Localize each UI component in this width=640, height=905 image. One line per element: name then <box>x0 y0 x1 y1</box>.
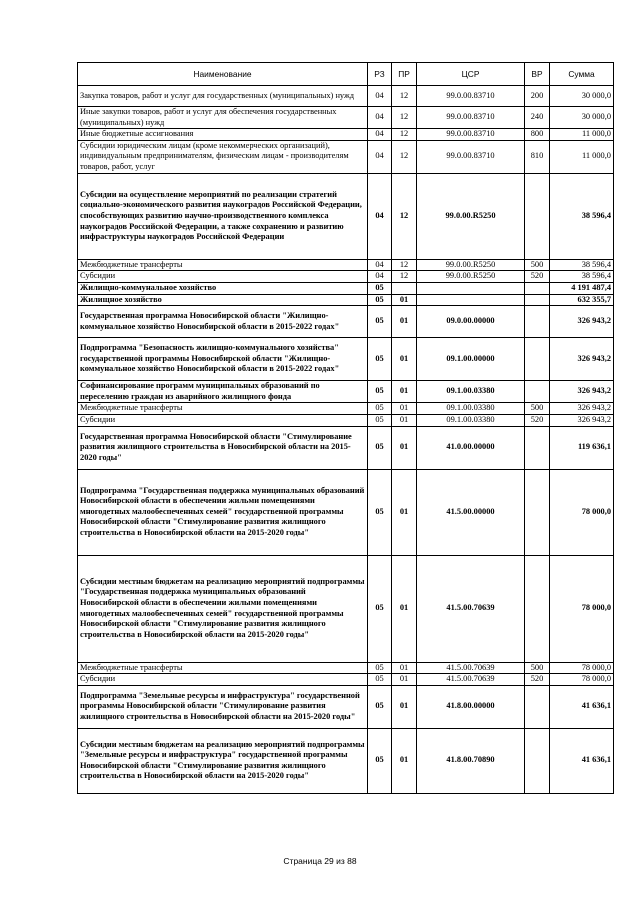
cell-pr: 01 <box>392 555 417 662</box>
table-row <box>78 259 614 271</box>
cell-pr: 12 <box>392 173 417 259</box>
cell-rz: 04 <box>368 107 392 129</box>
table-row <box>78 381 614 403</box>
cell-name: Иные закупки товаров, работ и услуг для обеспечения государственных (муниципальных) нужд <box>78 107 368 129</box>
cell-rz: 05 <box>368 414 392 426</box>
table-row <box>78 674 614 686</box>
cell-vr <box>525 728 550 793</box>
budget-table <box>77 62 614 794</box>
table-body <box>78 86 614 794</box>
cell-sum: 41 636,1 <box>550 728 614 793</box>
cell-name: Межбюджетные трансферты <box>78 662 368 674</box>
cell-sum: 38 596,4 <box>550 173 614 259</box>
header-name: Наименование <box>78 63 368 86</box>
cell-name: Софинансирование программ муниципальных образований по переселению граждан из аварийного жилищного фонда <box>78 381 368 403</box>
cell-sum: 41 636,1 <box>550 685 614 728</box>
cell-pr: 01 <box>392 338 417 381</box>
cell-sum: 119 636,1 <box>550 426 614 469</box>
cell-name: Государственная программа Новосибирской области "Стимулирование развития жилищного строительства в Новосибирской области на 2015-2020 годы" <box>78 426 368 469</box>
cell-rz: 05 <box>368 555 392 662</box>
cell-sum: 326 943,2 <box>550 306 614 338</box>
cell-csr: 99.0.00.R5250 <box>417 173 525 259</box>
table-row <box>78 86 614 107</box>
cell-sum: 30 000,0 <box>550 107 614 129</box>
cell-csr: 41.8.00.00000 <box>417 685 525 728</box>
cell-pr: 01 <box>392 306 417 338</box>
table-row <box>78 140 614 173</box>
cell-pr: 12 <box>392 86 417 107</box>
cell-pr: 01 <box>392 728 417 793</box>
cell-sum: 4 191 487,4 <box>550 282 614 294</box>
cell-csr: 99.0.00.83710 <box>417 86 525 107</box>
cell-sum: 11 000,0 <box>550 140 614 173</box>
cell-vr: 500 <box>525 662 550 674</box>
cell-rz: 05 <box>368 426 392 469</box>
cell-pr: 01 <box>392 403 417 415</box>
cell-vr: 520 <box>525 271 550 283</box>
cell-rz: 04 <box>368 271 392 283</box>
cell-csr: 99.0.00.83710 <box>417 129 525 141</box>
cell-rz: 05 <box>368 381 392 403</box>
table-row <box>78 271 614 283</box>
cell-name: Субсидии юридическим лицам (кроме некоммерческих организаций), индивидуальным предпринимателям, физическим лицам - производителям товаров, работ, услуг <box>78 140 368 173</box>
cell-name: Субсидии <box>78 271 368 283</box>
cell-vr <box>525 426 550 469</box>
table-row <box>78 294 614 306</box>
cell-csr <box>417 294 525 306</box>
cell-pr: 01 <box>392 674 417 686</box>
header-vr: ВР <box>525 63 550 86</box>
cell-sum: 38 596,4 <box>550 271 614 283</box>
cell-pr: 01 <box>392 426 417 469</box>
table-header-row <box>78 63 614 86</box>
cell-sum: 38 596,4 <box>550 259 614 271</box>
cell-vr: 500 <box>525 259 550 271</box>
table-row <box>78 173 614 259</box>
cell-csr: 09.0.00.00000 <box>417 306 525 338</box>
cell-sum: 326 943,2 <box>550 338 614 381</box>
cell-csr: 41.5.00.70639 <box>417 674 525 686</box>
cell-name: Межбюджетные трансферты <box>78 403 368 415</box>
cell-name: Субсидии <box>78 674 368 686</box>
cell-vr <box>525 381 550 403</box>
cell-sum: 326 943,2 <box>550 414 614 426</box>
cell-vr: 520 <box>525 414 550 426</box>
cell-rz: 05 <box>368 306 392 338</box>
cell-pr: 01 <box>392 662 417 674</box>
cell-pr: 01 <box>392 685 417 728</box>
cell-name: Подпрограмма "Земельные ресурсы и инфраструктура" государственной программы Новосибирской области "Стимулирование развития жилищного строительства в Новосибирской области на 2015-2020 годы" <box>78 685 368 728</box>
cell-csr: 41.8.00.70890 <box>417 728 525 793</box>
table-row <box>78 107 614 129</box>
table-row <box>78 555 614 662</box>
cell-rz: 04 <box>368 86 392 107</box>
cell-sum: 326 943,2 <box>550 403 614 415</box>
cell-pr: 12 <box>392 140 417 173</box>
cell-sum: 30 000,0 <box>550 86 614 107</box>
cell-vr <box>525 173 550 259</box>
cell-vr: 520 <box>525 674 550 686</box>
cell-pr: 12 <box>392 259 417 271</box>
cell-pr: 01 <box>392 469 417 555</box>
cell-rz: 04 <box>368 140 392 173</box>
cell-vr: 200 <box>525 86 550 107</box>
table-row <box>78 426 614 469</box>
table-row <box>78 306 614 338</box>
cell-vr: 500 <box>525 403 550 415</box>
cell-vr <box>525 306 550 338</box>
cell-name: Иные бюджетные ассигнования <box>78 129 368 141</box>
cell-csr: 09.1.00.03380 <box>417 403 525 415</box>
cell-pr: 12 <box>392 107 417 129</box>
cell-sum: 78 000,0 <box>550 662 614 674</box>
cell-csr <box>417 282 525 294</box>
cell-name: Субсидии местным бюджетам на реализацию мероприятий подпрограммы "Земельные ресурсы и инфраструктура" государственной программы Новосибирской области "Стимулирование развития жилищного строительства в Новосибирской области на 2015-2020 годы" <box>78 728 368 793</box>
cell-csr: 09.1.00.00000 <box>417 338 525 381</box>
table-row <box>78 338 614 381</box>
cell-name: Подпрограмма "Безопасность жилищно-коммунального хозяйства" государственной программы Новосибирской области "Жилищно-коммунальное хозяйство Новосибирской области в 2015-2022 годах" <box>78 338 368 381</box>
cell-csr: 41.5.00.70639 <box>417 662 525 674</box>
cell-pr: 01 <box>392 294 417 306</box>
cell-csr: 99.0.00.R5250 <box>417 259 525 271</box>
cell-vr <box>525 282 550 294</box>
cell-vr <box>525 685 550 728</box>
cell-csr: 99.0.00.83710 <box>417 140 525 173</box>
cell-name: Государственная программа Новосибирской области "Жилищно-коммунальное хозяйство Новосибирской области в 2015-2022 годах" <box>78 306 368 338</box>
cell-sum: 78 000,0 <box>550 674 614 686</box>
cell-name: Жилищно-коммунальное хозяйство <box>78 282 368 294</box>
cell-vr: 800 <box>525 129 550 141</box>
table-row <box>78 282 614 294</box>
cell-rz: 05 <box>368 282 392 294</box>
cell-rz: 05 <box>368 728 392 793</box>
cell-vr <box>525 338 550 381</box>
cell-sum: 326 943,2 <box>550 381 614 403</box>
cell-sum: 78 000,0 <box>550 469 614 555</box>
cell-pr: 12 <box>392 129 417 141</box>
cell-csr: 41.5.00.00000 <box>417 469 525 555</box>
cell-rz: 04 <box>368 259 392 271</box>
table-row <box>78 469 614 555</box>
cell-vr <box>525 294 550 306</box>
header-pr: ПР <box>392 63 417 86</box>
cell-vr: 810 <box>525 140 550 173</box>
cell-name: Субсидии местным бюджетам на реализацию мероприятий подпрограммы "Государственная поддержка муниципальных образований Новосибирской области в обеспечении жилыми помещениями многодетных малообеспеченных семей" государственной программы Новосибирской области "Стимулирование развития жилищного строительства в Новосибирской области на 2015-2020 годы" <box>78 555 368 662</box>
header-rz: РЗ <box>368 63 392 86</box>
cell-rz: 04 <box>368 129 392 141</box>
cell-rz: 05 <box>368 662 392 674</box>
cell-csr: 99.0.00.83710 <box>417 107 525 129</box>
cell-name: Подпрограмма "Государственная поддержка муниципальных образований Новосибирской области в обеспечении жильми помещениями многодетных малообеспеченных семей" государственной программы Новосибирской области "Стимулирование развития жилищного строительства в Новосибирской области на 2015-2020 годы" <box>78 469 368 555</box>
cell-csr: 09.1.00.03380 <box>417 414 525 426</box>
cell-name: Жилищное хозяйство <box>78 294 368 306</box>
table-row <box>78 403 614 415</box>
cell-rz: 05 <box>368 685 392 728</box>
page-footer: Страница 29 из 88 <box>283 856 357 866</box>
cell-pr <box>392 282 417 294</box>
cell-csr: 09.1.00.03380 <box>417 381 525 403</box>
cell-name: Субсидии на осуществление мероприятий по реализации стратегий социально-экономического развития наукоградов Российской Федерации, способствующих развитию научно-производственного комплекса наукоградов Российской Федерации, а также сохранению и развитию инфраструктуры наукоградов Российской Федерации <box>78 173 368 259</box>
cell-rz: 04 <box>368 173 392 259</box>
cell-csr: 41.5.00.70639 <box>417 555 525 662</box>
cell-sum: 11 000,0 <box>550 129 614 141</box>
cell-csr: 99.0.00.R5250 <box>417 271 525 283</box>
cell-name: Закупка товаров, работ и услуг для государственных (муниципальных) нужд <box>78 86 368 107</box>
cell-rz: 05 <box>368 294 392 306</box>
table-row <box>78 685 614 728</box>
table-row <box>78 414 614 426</box>
cell-name: Субсидии <box>78 414 368 426</box>
cell-rz: 05 <box>368 338 392 381</box>
cell-vr <box>525 555 550 662</box>
cell-csr: 41.0.00.00000 <box>417 426 525 469</box>
header-sum: Сумма <box>550 63 614 86</box>
table-row <box>78 662 614 674</box>
table-row <box>78 129 614 141</box>
cell-pr: 01 <box>392 381 417 403</box>
cell-sum: 632 355,7 <box>550 294 614 306</box>
cell-pr: 01 <box>392 414 417 426</box>
cell-rz: 05 <box>368 403 392 415</box>
cell-vr <box>525 469 550 555</box>
table-row <box>78 728 614 793</box>
cell-pr: 12 <box>392 271 417 283</box>
cell-vr: 240 <box>525 107 550 129</box>
cell-sum: 78 000,0 <box>550 555 614 662</box>
cell-name: Межбюджетные трансферты <box>78 259 368 271</box>
cell-rz: 05 <box>368 674 392 686</box>
header-csr: ЦСР <box>417 63 525 86</box>
cell-rz: 05 <box>368 469 392 555</box>
